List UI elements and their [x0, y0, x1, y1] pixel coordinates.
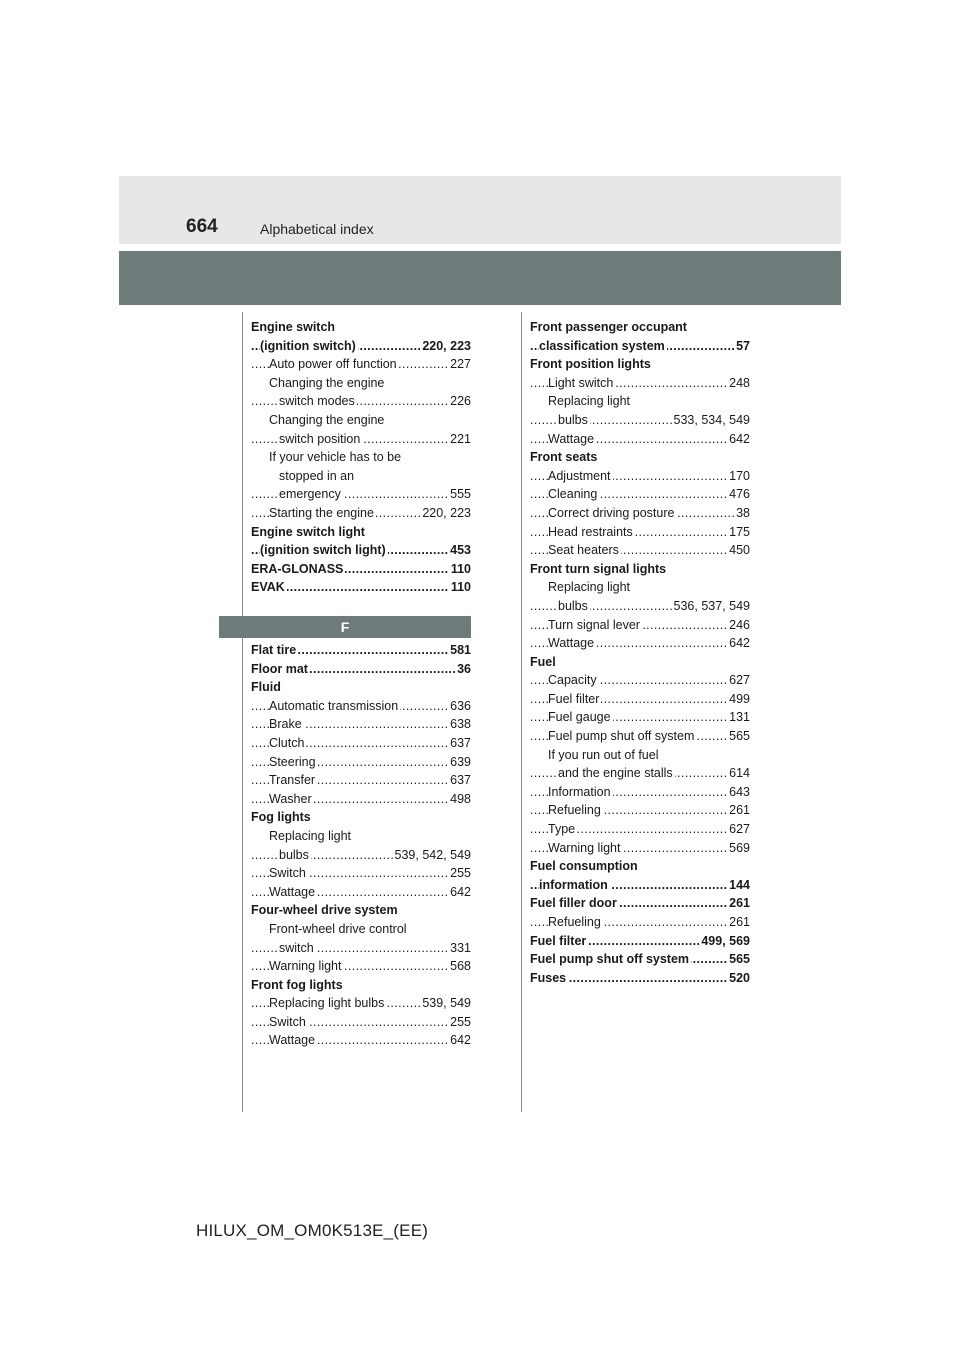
index-entry-page: 57	[734, 337, 750, 356]
index-entry-term: Wattage	[269, 1033, 316, 1048]
index-entry-term: Fog lights	[251, 810, 311, 825]
index-entry-term: Fuel filter	[548, 691, 600, 706]
index-entry	[530, 894, 750, 913]
index-entry-term: Fuel gauge	[548, 710, 611, 725]
index-entry-term: Fuel filler door	[530, 896, 617, 911]
index-entry-term: classification system	[539, 338, 665, 353]
index-entry-page: 555	[448, 485, 471, 504]
index-entry-term: Refueling	[548, 803, 601, 818]
index-entry	[530, 708, 750, 727]
index-entry-page: 569	[727, 839, 750, 858]
index-entry-page: 565	[727, 950, 750, 969]
index-entry-page: 642	[727, 634, 750, 653]
index-entry-term: Four-wheel drive system	[251, 903, 398, 918]
index-entry-term: Front seats	[530, 450, 598, 465]
index-entry-page: 520	[727, 969, 750, 988]
index-entry-term: bulbs	[558, 412, 588, 427]
index-entry	[530, 839, 750, 858]
index-entry	[530, 746, 750, 765]
index-entry	[530, 485, 750, 504]
index-entry-term: Seat heaters	[548, 543, 619, 558]
index-entry	[251, 753, 471, 772]
index-entry	[530, 616, 750, 635]
index-entry	[251, 448, 471, 467]
index-entry-page: 642	[448, 1031, 471, 1050]
index-entry-term: Automatic transmission	[269, 698, 399, 713]
footer-code: HILUX_OM_OM0K513E_(EE)	[196, 1221, 429, 1240]
index-entry-term: Wattage	[548, 431, 595, 446]
index-entry	[530, 932, 750, 951]
index-entry	[251, 790, 471, 809]
index-entry-page: 261	[727, 894, 750, 913]
index-entry	[251, 641, 471, 660]
page-number: 664	[186, 216, 218, 237]
index-entry	[530, 578, 750, 597]
index-entry	[251, 1031, 471, 1050]
index-entry	[530, 504, 750, 523]
index-entry-page: 637	[448, 771, 471, 790]
index-entry-page: 131	[727, 708, 750, 727]
index-entry-term: Wattage	[269, 884, 316, 899]
index-entry-page: 568	[448, 957, 471, 976]
index-entry	[530, 690, 750, 709]
index-entry	[251, 430, 471, 449]
index-entry-page: 638	[448, 715, 471, 734]
index-entry-term: Transfer	[269, 773, 316, 788]
index-entry-term: Information	[548, 784, 611, 799]
index-entry-term: and the engine stalls	[558, 766, 673, 781]
index-entry	[251, 541, 471, 560]
index-entry-term: Warning light	[269, 959, 342, 974]
index-entry-term: Front turn signal lights	[530, 561, 667, 576]
index-entry-term: EVAK	[251, 580, 285, 595]
index-entry	[251, 337, 471, 356]
index-entry-term: Auto power off function	[269, 357, 397, 372]
index-entry-term: Starting the engine	[269, 505, 374, 520]
index-entry	[251, 1013, 471, 1032]
index-entry	[530, 634, 750, 653]
index-entry-term: Replacing light	[548, 580, 630, 595]
index-entry-term: switch modes	[279, 394, 355, 409]
index-entry	[251, 697, 471, 716]
index-entry-term: Fuses	[530, 970, 567, 985]
index-entry-term: Switch	[269, 866, 306, 881]
index-entry-term: (ignition switch)	[260, 338, 356, 353]
index-entry	[530, 467, 750, 486]
index-entry	[530, 653, 750, 672]
index-entry	[251, 578, 471, 597]
index-entry-term: Light switch	[548, 375, 614, 390]
index-entry-term: Fluid	[251, 680, 281, 695]
section-letter-band: F	[219, 616, 471, 638]
index-entry	[251, 734, 471, 753]
index-entry	[530, 727, 750, 746]
index-entry	[530, 597, 750, 616]
header-band	[119, 176, 841, 244]
index-entry	[251, 846, 471, 865]
column-divider-left	[242, 312, 243, 1112]
index-entry-page: 643	[727, 783, 750, 802]
index-entry-term: Front-wheel drive control	[269, 921, 407, 936]
index-entry	[530, 969, 750, 988]
index-entry-term: emergency	[279, 487, 341, 502]
index-entry-term: Changing the engine	[269, 375, 385, 390]
index-entry-page: 539, 542, 549	[393, 846, 471, 865]
index-entry-term: Engine switch	[251, 320, 336, 334]
index-entry	[530, 541, 750, 560]
index-entry-page: 499	[727, 690, 750, 709]
index-entry-term: Fuel pump shut off system	[548, 729, 695, 744]
index-entry	[530, 913, 750, 932]
index-entry-term: Capacity	[548, 673, 597, 688]
index-entry-term: Adjustment	[548, 468, 611, 483]
index-entry	[530, 783, 750, 802]
index-entry	[530, 448, 750, 467]
index-entry-term: If you run out of fuel	[548, 747, 659, 762]
index-entry-page: 248	[727, 374, 750, 393]
index-entry-page: 144	[727, 876, 750, 895]
index-entry-term: bulbs	[558, 598, 588, 613]
index-entry	[530, 764, 750, 783]
index-entry-term: Washer	[269, 791, 312, 806]
index-entry	[251, 485, 471, 504]
index-entry	[530, 857, 750, 876]
index-entry	[530, 560, 750, 579]
index-entry-term: If your vehicle has to be	[269, 450, 402, 465]
index-entry	[251, 411, 471, 430]
index-entry-page: 536, 537, 549	[672, 597, 750, 616]
index-entry-page: 539, 549	[420, 994, 471, 1013]
index-entry	[251, 939, 471, 958]
index-entry-page: 499, 569	[699, 932, 750, 951]
index-entry	[251, 994, 471, 1013]
index-entry	[530, 411, 750, 430]
index-entry-term: Steering	[269, 754, 316, 769]
index-entry-term: Wattage	[548, 636, 595, 651]
index-entry-page: 581	[448, 641, 471, 660]
index-column-right	[530, 318, 750, 987]
index-entry-term: switch	[279, 940, 314, 955]
index-entry	[530, 355, 750, 374]
index-entry-term: Fuel filter	[530, 933, 587, 948]
index-entry	[251, 678, 471, 697]
index-entry-page: 565	[727, 727, 750, 746]
index-entry-term: Type	[548, 822, 576, 837]
index-entry	[530, 671, 750, 690]
index-entry	[530, 801, 750, 820]
index-entry-page: 642	[448, 883, 471, 902]
index-entry-term: Fuel	[530, 654, 556, 669]
index-entry	[251, 901, 471, 920]
index-entry-page: 627	[727, 671, 750, 690]
index-entry	[530, 430, 750, 449]
index-entry-page: 261	[727, 801, 750, 820]
index-entry-page: 175	[727, 523, 750, 542]
index-entry	[530, 337, 750, 356]
index-entry	[251, 318, 471, 337]
index-entry	[251, 374, 471, 393]
index-entry	[251, 808, 471, 827]
index-entry-page: 627	[727, 820, 750, 839]
index-entry-term: Changing the engine	[269, 412, 385, 427]
index-entry	[251, 883, 471, 902]
index-entry-term: Front fog lights	[251, 977, 343, 992]
index-entry-term: stopped in an	[279, 468, 355, 483]
index-entry-term: Refueling	[548, 915, 601, 929]
index-entry-page: 170	[727, 467, 750, 486]
index-entry-term: Cleaning	[548, 487, 598, 502]
index-entry	[251, 392, 471, 411]
index-entry-page: 221	[448, 430, 471, 449]
index-entry-page: 476	[727, 485, 750, 504]
index-entry	[251, 355, 471, 374]
index-entry	[530, 392, 750, 411]
index-entry-page: 453	[448, 541, 471, 560]
index-entry-page: 226	[448, 392, 471, 411]
index-entry-page: 450	[727, 541, 750, 560]
index-entry-page: 227	[448, 355, 471, 374]
index-entry-page: 38	[734, 504, 750, 523]
index-column-left-bottom	[251, 641, 471, 1050]
index-entry-term: Fuel pump shut off system	[530, 952, 690, 967]
index-entry	[251, 715, 471, 734]
index-entry	[251, 660, 471, 679]
index-entry-term: Head restraints	[548, 524, 633, 539]
index-entry-page: 246	[727, 616, 750, 635]
index-entry-term: Flat tire	[251, 643, 297, 657]
index-entry-term: Replacing light	[548, 394, 630, 409]
index-entry	[251, 957, 471, 976]
index-entry-term: Brake	[269, 717, 302, 732]
index-entry	[251, 976, 471, 995]
index-entry-page: 261	[727, 913, 750, 932]
column-divider-right	[521, 312, 522, 1112]
index-entry-page: 220, 223	[420, 337, 471, 356]
index-entry-term: Replacing light	[269, 828, 351, 843]
index-entry-page: 498	[448, 790, 471, 809]
index-entry-term: Correct driving posture	[548, 505, 675, 520]
index-entry-page: 110	[449, 578, 471, 597]
index-entry	[251, 864, 471, 883]
index-entry	[251, 467, 471, 486]
index-entry-term: switch position	[279, 431, 361, 446]
index-entry-page: 36	[455, 660, 471, 679]
index-entry	[251, 827, 471, 846]
index-entry-term: Engine switch light	[251, 524, 365, 539]
index-entry-page: 255	[448, 1013, 471, 1032]
index-entry-page: 533, 534, 549	[672, 411, 750, 430]
index-entry-term: ERA-GLONASS	[251, 561, 344, 576]
index-entry	[251, 504, 471, 523]
index-entry-term: Switch	[269, 1014, 306, 1029]
index-entry-term: Fuel consumption	[530, 859, 638, 874]
index-entry-term: Turn signal lever	[548, 617, 640, 632]
index-entry-term: Front passenger occupant	[530, 320, 687, 334]
index-entry	[251, 523, 471, 542]
index-entry-page: 331	[448, 939, 471, 958]
index-entry-page: 220, 223	[420, 504, 471, 523]
index-entry	[251, 771, 471, 790]
page-title: Alphabetical index	[260, 221, 374, 237]
index-entry	[530, 876, 750, 895]
index-entry-page: 639	[448, 753, 471, 772]
index-column-left-top	[251, 318, 471, 597]
index-entry-term: Floor mat	[251, 661, 308, 676]
index-entry	[530, 950, 750, 969]
index-entry	[530, 523, 750, 542]
index-entry-term: Replacing light bulbs	[269, 996, 385, 1011]
index-entry-page: 636	[448, 697, 471, 716]
index-entry-page: 110	[449, 560, 471, 579]
header-dark-band	[119, 251, 841, 305]
index-entry	[530, 318, 750, 337]
index-entry-page: 637	[448, 734, 471, 753]
index-entry-term: (ignition switch light)	[260, 543, 386, 558]
index-entry	[530, 374, 750, 393]
index-entry-term: bulbs	[279, 847, 309, 862]
index-entry	[251, 560, 471, 579]
index-entry-term: Warning light	[548, 840, 621, 855]
index-entry-term: Front position lights	[530, 357, 651, 372]
index-entry	[251, 920, 471, 939]
index-entry-term: information	[539, 877, 608, 892]
index-entry-page: 255	[448, 864, 471, 883]
index-entry	[530, 820, 750, 839]
index-entry-page: 614	[727, 764, 750, 783]
index-entry-page: 642	[727, 430, 750, 449]
index-entry-term: Clutch	[269, 735, 305, 750]
